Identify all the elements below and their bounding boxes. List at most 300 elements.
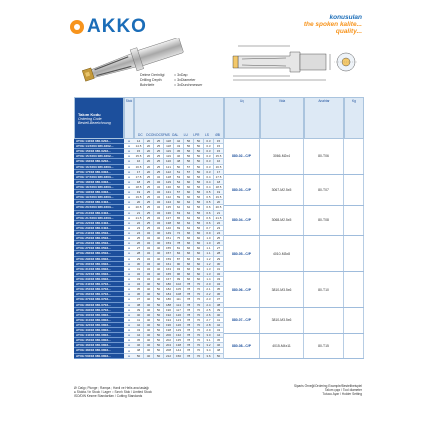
table-cell: 21.5 [134, 216, 144, 221]
row-code: ATUH 45X03 080-0803-.. [74, 338, 124, 343]
table-cell: 50 [174, 165, 184, 170]
table-cell: 0.3 [204, 149, 214, 154]
table-cell: 50 [154, 318, 164, 323]
table-cell: 1.3 [204, 267, 214, 272]
table-cell: 40 [144, 292, 154, 297]
table-cell: 78 [184, 292, 194, 297]
table-cell: 153 [164, 241, 174, 246]
table-cell: 2.4 [204, 303, 214, 308]
table-cell: 0.3 [204, 139, 214, 144]
stock-dot-icon: ● [124, 338, 134, 343]
table-cell: 25 [134, 236, 144, 241]
table-cell: 30 [214, 262, 224, 267]
row-code: ATUH 18X03 080-0303-.. [74, 180, 124, 185]
table-cell: 40 [154, 251, 164, 256]
table-cell: 60 [194, 251, 204, 256]
table-cell: 70 [194, 333, 204, 338]
table-cell: 32 [144, 231, 154, 236]
table-cell: 32 [144, 236, 154, 241]
table-cell: 40 [144, 297, 154, 302]
table-cell: 50 [154, 333, 164, 338]
table-cell: 129 [164, 180, 174, 185]
table-cell: 70 [194, 313, 204, 318]
table-cell: 2.8 [204, 323, 214, 328]
table-cell: 62 [184, 200, 194, 205]
table-cell: 120 [174, 313, 184, 318]
header-label: LS [205, 133, 209, 137]
row-code: ATUH 22X03 080-0403-.. [74, 221, 124, 226]
table-cell: 20 [144, 149, 154, 154]
group-spacer [344, 236, 364, 271]
table-cell: 15 [134, 149, 144, 154]
slogan-line-1: konusulan [329, 14, 362, 21]
row-code: ATUH 21.5X03 080-0403-.. [74, 216, 124, 221]
table-cell: 50 [194, 159, 204, 164]
key-code [304, 308, 344, 333]
table-cell: 126 [174, 323, 184, 328]
table-cell: 75 [174, 236, 184, 241]
stock-dot-icon: ● [124, 195, 134, 200]
table-cell: 28 [134, 251, 144, 256]
table-cell: 17 [134, 170, 144, 175]
table-body [74, 139, 364, 359]
table-cell: 66 [184, 262, 194, 267]
table-cell: 0.3 [204, 154, 214, 159]
table-cell: 3.6 [204, 354, 214, 359]
table-cell: 25 [154, 149, 164, 154]
table-cell: 114 [174, 303, 184, 308]
table-cell: 2.9 [204, 328, 214, 333]
table-cell: 54 [174, 180, 184, 185]
table-cell: 25 [154, 170, 164, 175]
table-cell: 25 [144, 216, 154, 221]
table-cell: 25 [144, 200, 154, 205]
row-code: ATUH 40X03 080-0803-.. [74, 313, 124, 318]
table-cell: 1.4 [204, 277, 214, 282]
product-table [74, 97, 364, 359]
row-code: ATUH 18.5X03 080-0303-.. [74, 185, 124, 190]
table-cell: 15 [214, 139, 224, 144]
table-cell: 16 [134, 159, 144, 164]
table-cell: 188 [164, 303, 174, 308]
table-cell: 56 [194, 195, 204, 200]
insert-group [224, 308, 364, 334]
table-cell: 208 [164, 348, 174, 353]
key-code [304, 236, 344, 271]
table-cell: 132 [164, 195, 174, 200]
table-cell: 45 [134, 338, 144, 343]
row-code: ATUH 15X03 080-0202-.. [74, 149, 124, 154]
stock-column [124, 139, 134, 359]
table-cell: 50 [194, 165, 204, 170]
table-cell: 38 [134, 303, 144, 308]
stock-dot-icon: ● [124, 267, 134, 272]
table-cell: 62 [184, 205, 194, 210]
stock-dot-icon: ● [124, 236, 134, 241]
table-cell: 18.5 [214, 185, 224, 190]
key-code: 80-T10 [304, 272, 344, 307]
table-cell: 38 [214, 303, 224, 308]
table-cell: 40 [144, 313, 154, 318]
row-code: ATUH 26X03 080-0503-.. [74, 241, 124, 246]
table-cell: 50 [154, 328, 164, 333]
table-cell: 60 [194, 262, 204, 267]
table-cell: 20 [144, 139, 154, 144]
code-header-title: Takım Kodu [78, 111, 101, 117]
table-cell: 45 [174, 149, 184, 154]
table-cell: 16.5 [214, 165, 224, 170]
table-cell: 192 [164, 313, 174, 318]
table-cell: 60 [194, 277, 204, 282]
table-cell: 18 [134, 180, 144, 185]
table-cell: 2.1 [204, 287, 214, 292]
table-cell: 15.5 [214, 154, 224, 159]
table-cell: 180 [164, 282, 174, 287]
table-cell: 56 [194, 180, 204, 185]
table-cell: 134 [164, 200, 174, 205]
table-cell: 62 [174, 205, 184, 210]
stock-dot-icon: ● [124, 297, 134, 302]
row-code: ATUH 34X03 080-0703-.. [74, 282, 124, 287]
table-cell: 56 [184, 149, 194, 154]
footer-notes [74, 386, 234, 399]
table-cell: 3.4 [204, 348, 214, 353]
table-cell: 56 [194, 175, 204, 180]
stock-dot-icon: ● [124, 303, 134, 308]
table-cell: 22 [134, 221, 144, 226]
table-cell: 44 [134, 333, 144, 338]
row-code: ATUH 27X03 080-0503-.. [74, 246, 124, 251]
table-cell: 60 [194, 231, 204, 236]
table-cell: 2.0 [204, 282, 214, 287]
table-cell: 78 [174, 241, 184, 246]
insert-groups [224, 139, 364, 359]
table-cell: 32 [144, 257, 154, 262]
screw-code: 4015-M4x11 [260, 334, 304, 359]
row-code: ATUH 41X03 080-0803-.. [74, 318, 124, 323]
table-cell: 70 [194, 328, 204, 333]
table-cell: 0.6 [204, 216, 214, 221]
table-cell: 20 [144, 159, 154, 164]
table-cell: 120 [164, 159, 174, 164]
screw-code: 3066-M2x4 [260, 139, 304, 174]
table-cell: 66 [184, 251, 194, 256]
stock-dot-icon: ● [124, 308, 134, 313]
table-cell: 14.5 [134, 144, 144, 149]
footer-legend-line: Tutucu Ayar / Holder Setting [322, 392, 362, 397]
table-cell: 70 [194, 338, 204, 343]
row-code: ATUH 21X03 080-0403-.. [74, 211, 124, 216]
table-cell: 186 [164, 297, 174, 302]
table-cell: 161 [164, 262, 174, 267]
table-cell: 50 [194, 139, 204, 144]
table-cell: 50 [194, 170, 204, 175]
row-code: ATUH 17X03 080-0303-.. [74, 170, 124, 175]
table-cell: 136 [164, 211, 174, 216]
table-cell: 0.6 [204, 211, 214, 216]
table-cell: 99 [174, 277, 184, 282]
table-cell: 157 [164, 251, 174, 256]
insert-group [224, 175, 364, 206]
table-cell: 32 [154, 226, 164, 231]
table-cell: 25 [214, 236, 224, 241]
insert-code: 880-04...C/P [224, 206, 260, 236]
table-cell: 26 [214, 241, 224, 246]
table-cell: 78 [184, 328, 194, 333]
table-cell: 56 [184, 154, 194, 159]
table-cell: 28 [214, 251, 224, 256]
row-code: ATUH 15.5X03 080-0202-.. [74, 154, 124, 159]
table-cell: 0.4 [204, 175, 214, 180]
table-cell: 29 [214, 257, 224, 262]
group-spacer [344, 308, 364, 333]
table-cell: 32 [154, 200, 164, 205]
row-code: ATUH 30X03 080-0603-.. [74, 262, 124, 267]
table-cell: 20 [144, 144, 154, 149]
table-cell: 1.1 [204, 251, 214, 256]
drilling-depth-info [140, 73, 202, 88]
table-cell: 17.5 [214, 175, 224, 180]
table-cell: 40 [144, 303, 154, 308]
table-cell: 40 [144, 318, 154, 323]
table-cell: 60 [194, 267, 204, 272]
table-cell: 196 [164, 323, 174, 328]
table-cell: 182 [164, 287, 174, 292]
table-cell: 41 [134, 318, 144, 323]
screw-code: 3068-M2.5x5 [260, 206, 304, 236]
group-spacer [344, 175, 364, 205]
insert-code: 880-03...C/P [224, 175, 260, 205]
table-cell: 19.5 [134, 195, 144, 200]
table-cell: 2.3 [204, 297, 214, 302]
table-cell: 31 [214, 267, 224, 272]
table-cell: 40 [144, 354, 154, 359]
table-cell: 105 [174, 287, 184, 292]
table-cell: 40 [144, 308, 154, 313]
col-header-stock [124, 97, 134, 139]
table-cell: 50 [134, 354, 144, 359]
header-label: DCON [146, 133, 156, 137]
table-cell: 48 [174, 159, 184, 164]
insert-header [224, 97, 260, 139]
screw-code: 3810-M3.5x6 [260, 272, 304, 307]
key-code: 80-T07 [304, 175, 344, 205]
table-cell: 25 [144, 180, 154, 185]
slogan-line-3: quality... [335, 28, 362, 35]
row-code: ATUH 35X03 080-0703-.. [74, 287, 124, 292]
table-cell: 20 [144, 165, 154, 170]
table-cell: 62 [184, 211, 194, 216]
group-spacer [344, 272, 364, 307]
stock-dot-icon: ● [124, 277, 134, 282]
table-cell: 26 [134, 241, 144, 246]
table-cell: 72 [174, 231, 184, 236]
stock-dot-icon: ● [124, 211, 134, 216]
table-cell: 25 [154, 159, 164, 164]
row-code: ATUH 19X03 080-0303-.. [74, 190, 124, 195]
table-cell: 18 [214, 180, 224, 185]
stock-dot-icon: ● [124, 282, 134, 287]
stock-dot-icon: ● [124, 231, 134, 236]
table-cell: 32 [154, 211, 164, 216]
table-cell: 40 [134, 313, 144, 318]
row-code: ATUH 31X03 080-0603-.. [74, 267, 124, 272]
row-code: ATUH 39X03 080-0703-.. [74, 308, 124, 313]
table-cell: 78 [184, 287, 194, 292]
insert-group [224, 236, 364, 272]
stock-dot-icon: ● [124, 328, 134, 333]
stock-dot-icon: ● [124, 292, 134, 297]
table-cell: 60 [194, 246, 204, 251]
table-cell: 40 [144, 282, 154, 287]
table-cell: 56 [184, 139, 194, 144]
table-cell: 50 [154, 323, 164, 328]
table-cell: 0.5 [204, 200, 214, 205]
table-cell: 66 [184, 272, 194, 277]
stock-dot-icon: ● [124, 241, 134, 246]
table-cell: 130 [164, 185, 174, 190]
table-cell: 163 [164, 267, 174, 272]
stock-dot-icon: ● [124, 190, 134, 195]
table-cell: 40 [154, 246, 164, 251]
table-cell: 78 [184, 333, 194, 338]
table-cell: 25 [154, 139, 164, 144]
table-cell: 46 [134, 343, 144, 348]
row-code: ATUH 16.5X03 080-0303-.. [74, 165, 124, 170]
table-cell: 0.3 [204, 144, 214, 149]
table-cell: 40 [154, 272, 164, 277]
table-cell: 78 [184, 297, 194, 302]
table-cell: 137 [164, 216, 174, 221]
table-cell: 1.0 [204, 236, 214, 241]
table-cell: 46 [214, 343, 224, 348]
header-label: LPR [193, 133, 200, 137]
table-cell: 40 [144, 287, 154, 292]
table-cell: 14 [134, 139, 144, 144]
table-cell: 40 [144, 328, 154, 333]
table-cell: 70 [194, 282, 204, 287]
table-cell: 81 [174, 246, 184, 251]
table-cell: 0.3 [204, 165, 214, 170]
table-cell: 70 [194, 348, 204, 353]
row-code: ATUH 14X03 080-0202-.. [74, 139, 124, 144]
table-cell: 40 [154, 262, 164, 267]
row-code: ATUH 36X03 080-0703-.. [74, 292, 124, 297]
table-cell: 70 [194, 292, 204, 297]
table-cell: 60 [184, 175, 194, 180]
row-code: ATUH 46X03 080-0803-.. [74, 343, 124, 348]
depth-value: = 3xDiameter [174, 78, 196, 82]
table-cell: 15 [214, 144, 224, 149]
table-row [134, 354, 224, 359]
table-cell: 25 [144, 195, 154, 200]
stock-dot-icon: ● [124, 246, 134, 251]
table-cell: 2.5 [204, 308, 214, 313]
table-cell: 18.5 [134, 185, 144, 190]
table-cell: 200 [164, 333, 174, 338]
row-code: ATUH 44X03 080-0803-.. [74, 333, 124, 338]
table-cell: 21.5 [214, 216, 224, 221]
table-cell: 32 [154, 190, 164, 195]
table-cell: 66 [184, 267, 194, 272]
table-cell: 194 [164, 318, 174, 323]
table-cell: 50 [154, 308, 164, 313]
table-cell: 78 [184, 308, 194, 313]
table-cell: 78 [184, 282, 194, 287]
table-cell: 59 [174, 195, 184, 200]
screw-code: 4010-M3x8 [260, 236, 304, 271]
table-cell: 36 [214, 292, 224, 297]
table-cell: 66 [184, 246, 194, 251]
header-label: Uç [240, 99, 244, 103]
table-cell: 122 [164, 170, 174, 175]
header-label: Kg [352, 99, 356, 103]
table-cell: 70 [194, 297, 204, 302]
table-cell: 0.5 [204, 195, 214, 200]
table-cell: 40 [154, 257, 164, 262]
table-cell: 40 [144, 333, 154, 338]
stock-dot-icon: ● [124, 175, 134, 180]
logo-mark-icon [70, 20, 84, 34]
table-cell: 60 [184, 180, 194, 185]
key-code: 80-T08 [304, 206, 344, 236]
screw-code: 3067-M2.5x5 [260, 175, 304, 205]
table-cell: 15.5 [134, 154, 144, 159]
table-cell: 60 [184, 190, 194, 195]
table-cell: 37 [214, 297, 224, 302]
table-cell: 50 [154, 303, 164, 308]
stock-dot-icon: ● [124, 149, 134, 154]
table-cell: 32 [134, 272, 144, 277]
table-cell: 149 [164, 231, 174, 236]
dimensions-header [134, 97, 224, 139]
table-cell: 70 [194, 303, 204, 308]
table-cell: 190 [164, 308, 174, 313]
table-cell: 129 [174, 328, 184, 333]
table-cell: 17 [214, 170, 224, 175]
table-cell: 78 [184, 338, 194, 343]
code-header-sub2: Bestell-Bezeichnung [78, 120, 111, 125]
table-cell: 32 [144, 241, 154, 246]
table-cell: 44 [214, 333, 224, 338]
table-cell: 48 [134, 348, 144, 353]
stock-dot-icon: ● [124, 226, 134, 231]
row-code: ATUH 28X03 080-0503-.. [74, 251, 124, 256]
table-cell: 21 [214, 211, 224, 216]
table-cell: 144 [174, 348, 184, 353]
table-cell: 42 [134, 323, 144, 328]
table-cell: 23 [214, 226, 224, 231]
key-code: 80-T15 [304, 334, 344, 359]
table-cell: 50 [154, 297, 164, 302]
stock-dot-icon: ● [124, 170, 134, 175]
table-header [74, 97, 364, 139]
table-cell: 60 [194, 272, 204, 277]
table-cell: 121 [164, 165, 174, 170]
stock-dot-icon: ● [124, 287, 134, 292]
table-cell: 78 [184, 343, 194, 348]
stock-dot-icon: ● [124, 216, 134, 221]
table-cell: 62 [184, 226, 194, 231]
table-cell: 204 [164, 343, 174, 348]
table-cell: 3.1 [204, 338, 214, 343]
table-cell: 78 [184, 323, 194, 328]
brand-name: AKKO [87, 16, 147, 37]
table-cell: 2.7 [204, 318, 214, 323]
dimension-labels [135, 133, 223, 137]
header-label: DC [138, 133, 143, 137]
row-code: ATUH 20X03 080-0403-.. [74, 200, 124, 205]
